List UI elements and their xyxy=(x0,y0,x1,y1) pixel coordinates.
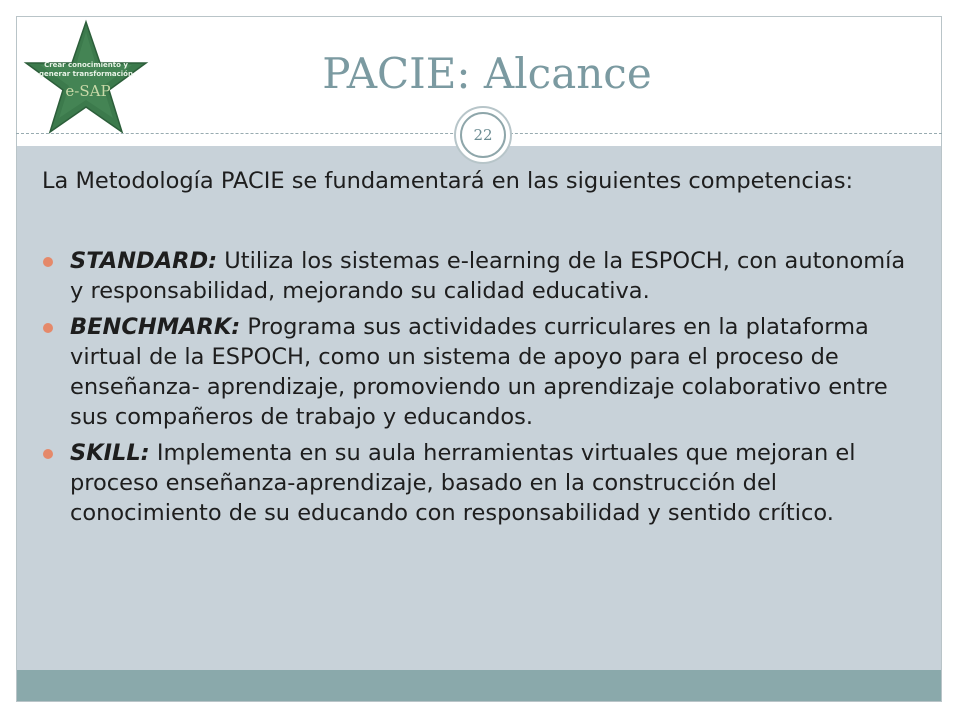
footer-bar xyxy=(17,670,941,701)
page-number: 22 xyxy=(460,112,506,158)
list-item-skill xyxy=(42,438,920,528)
logo-tagline-line1: Crear conocimiento y xyxy=(44,61,128,69)
bullet-text: Programa sus actividades curriculares en la plataforma virtual de la ESPOCH, como un sistema de apoyo para el proceso de enseñanza- aprendizaje, promoviendo un aprendizaje colaborativo entre sus compañeros de trabajo y educandos. xyxy=(70,314,888,430)
bullet-dot-icon xyxy=(43,449,53,459)
bullet-term: BENCHMARK: xyxy=(70,314,241,340)
bullet-dot-icon xyxy=(43,257,53,267)
bullet-dot-icon xyxy=(43,323,53,333)
competency-list xyxy=(42,246,920,528)
slide-title: PACIE: Alcance xyxy=(322,49,652,98)
page-number-badge xyxy=(454,106,512,164)
logo-brand: e-SAP xyxy=(65,82,111,100)
bullet-term: STANDARD: xyxy=(70,248,218,274)
intro-text: La Metodología PACIE se fundamentará en las siguientes competencias: xyxy=(42,168,854,194)
slide-content xyxy=(42,166,920,534)
list-item-benchmark xyxy=(42,312,920,432)
list-item-standard xyxy=(42,246,920,306)
bullet-text: Utiliza los sistemas e-learning de la ESPOCH, con autonomía y responsabilidad, mejorando su calidad educativa. xyxy=(70,248,906,304)
esap-star-logo xyxy=(22,18,150,134)
bullet-term: SKILL: xyxy=(70,440,150,466)
logo-tagline-line2: generar transformación xyxy=(39,70,133,78)
bullet-text: Implementa en su aula herramientas virtuales que mejoran el proceso enseñanza-aprendizaje, basado en la construcción del conocimiento de su educando con responsabilidad y sentido crítico. xyxy=(70,440,856,526)
